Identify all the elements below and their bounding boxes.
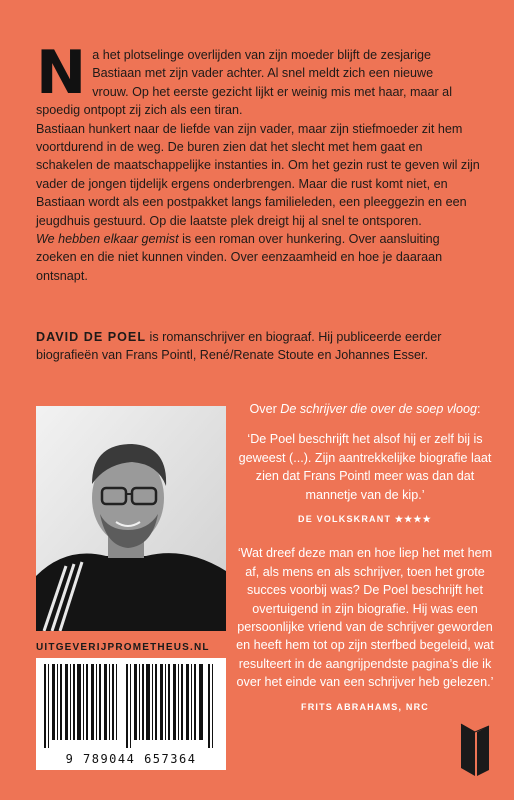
synopsis-paragraph-1 [36, 38, 482, 120]
author-portrait-icon [36, 406, 226, 631]
publisher-url: UITGEVERIJPROMETHEUS.NL [36, 642, 210, 653]
author-bio [36, 328, 482, 365]
synopsis-paragraph-2: Bastiaan hunkert naar de liefde van zijn vader, maar zijn stiefmoeder zit hem voortdurend in de weg. De buren zien dat het slecht met hem gaat en schakelen de maatschappelijke instanties in. Om het gezin rust te geven wil zijn vader de jongen tijdelijk ergens onderbrengen. Maar die rust komt niet, en Bastiaan wordt als een postpakket langs familieleden, een pleeggezin en een jeugdhuis gestuurd. Op die laatste plek dreigt hij al snel te ontsporen. [36, 121, 480, 228]
review-quote-1: ‘De Poel beschrijft het alsof hij er zelf bij is geweest (...). Zijn aantrekkelijke biografie laat zien dat Frans Pointl meer was dan dat mannetje van de kip.’ [238, 432, 492, 502]
author-photo [36, 406, 226, 631]
book-title: We hebben elkaar gemist [36, 232, 179, 247]
reviews [234, 400, 496, 732]
synopsis-line-2: Bastiaan met zijn vader achter. Al snel meldt zich een nieuwe [92, 66, 434, 81]
synopsis-line-3: vrouw. Op het eerste gezicht lijkt er weinig mis met haar, maar al [92, 84, 452, 99]
publisher-logo-icon [455, 722, 495, 778]
review-quote-2: ‘Wat dreef deze man en hoe liep het met hem af, als mens en als schrijver, toen het grote succes voorbij was? De Poel beschrijft het overtuigend in zijn biografie. Hij was een persoonlijke vriend van de schrijver geworden en heeft hem tot op zijn sterfbed begeleid, wat resulteert in de aangrijpendste pagina’s die ik over het einde van een schrijver heb gelezen.’ [236, 546, 494, 690]
barcode-number: 9 789044 657364 [65, 752, 197, 766]
reviews-intro [234, 400, 496, 418]
reviews-intro-suffix: : [477, 402, 481, 416]
author-bio-text: is romanschrijver en biograaf. Hij publiceerde eerder biografieën van Frans Pointl, René/Renate Stoute en Johannes Esser. [36, 330, 442, 363]
reviewed-book-title: De schrijver die over de soep vloog [280, 402, 477, 416]
author-name: DAVID DE POEL [36, 330, 147, 344]
review-source-2: FRITS ABRAHAMS, NRC [301, 701, 429, 712]
synopsis-line-4: spoedig ontpopt zij zich als een tiran. [36, 103, 243, 118]
synopsis-line-1: a het plotselinge overlijden van zijn moeder blijft de zesjarige [92, 48, 432, 62]
synopsis-paragraph-3-text: is een roman over hunkering. Over aansluiting zoeken en die niet kunnen vinden. Over eenzaamheid en hoe je daaraan ontsnapt. [36, 232, 443, 283]
review-source-1: DE VOLKSKRANT ★★★★ [298, 514, 432, 525]
barcode [36, 658, 226, 770]
synopsis-paragraph-3 [36, 230, 482, 285]
synopsis [36, 38, 482, 285]
reviews-intro-prefix: Over [249, 402, 281, 416]
drop-cap: N [36, 38, 87, 108]
barcode-icon [36, 658, 226, 750]
